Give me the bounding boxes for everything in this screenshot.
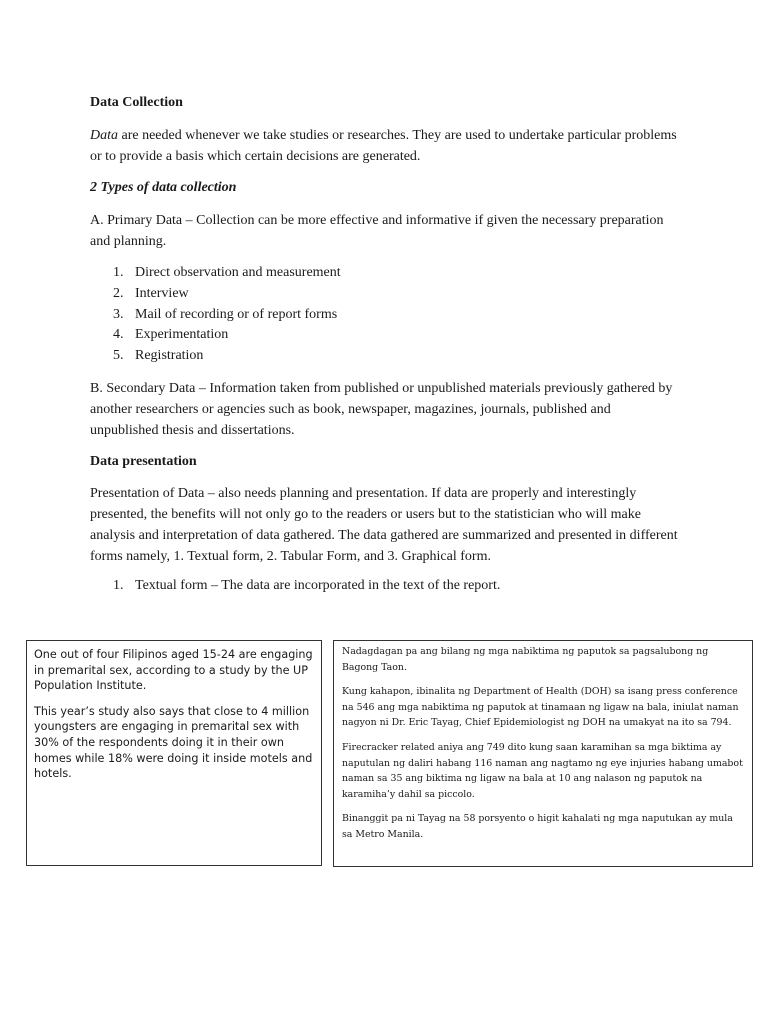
data-intro-text: are needed whenever we take studies or researches. They are used to undertake particular problems or to provide a basis which certain decisions are generated. [90, 128, 677, 164]
example-paragraph: Binanggit pa ni Tayag na 58 porsyento o higit kahalati ng mga naputukan ay mula sa Metro Manila. [342, 813, 733, 840]
list-number: 3. [113, 306, 124, 322]
list-item [90, 284, 682, 305]
list-item [90, 305, 682, 326]
presentation-paragraph: Presentation of Data – also needs planning and presentation. If data are properly and interestingly presented, the benefits will not only go to the readers or users but to the statistician who will make analysis and interpretation of data gathered. The data gathered are summarized and presented in different forms namely, 1. Textual form, 2. Tabular Form, and 3. Graphical form. [90, 485, 678, 564]
primary-data-paragraph: A. Primary Data – Collection can be more effective and informative if given the necessary preparation and planning. [90, 213, 664, 249]
example-paragraph: Nadagdagan pa ang bilang ng mga nabiktima ng paputok sa pagsalubong ng Bagong Taon. [342, 646, 709, 673]
list-number: 1. [113, 265, 124, 280]
example-box-filipino [333, 640, 753, 867]
primary-methods-list [90, 263, 682, 367]
list-text: Interview [135, 285, 189, 301]
list-number: 1. [113, 577, 124, 593]
list-text: Mail of recording or of report forms [135, 306, 338, 322]
list-text: Direct observation and measurement [135, 265, 341, 280]
secondary-data-paragraph: B. Secondary Data – Information taken from published or unpublished materials previously gathered by another researchers or agencies such as book, newspaper, magazines, journals, published and unpublished thesis and dissertations. [90, 380, 673, 438]
list-number: 4. [113, 327, 124, 343]
list-item [90, 325, 682, 346]
example-paragraph: Kung kahapon, ibinalita ng Department of Health (DOH) sa isang press conference na 546 ang mga nabiktima ng paputok at tinamaan ng ligaw na bala, iniulat naman nagyon ni Dr. Eric Tayag, Chief Epidemiologist ng DOH na umakyat na ito sa 794. [342, 686, 739, 729]
heading-data-collection: Data Collection [90, 95, 183, 110]
list-item [90, 346, 682, 367]
example-box-english [26, 640, 322, 866]
list-number: 5. [113, 348, 124, 364]
list-text: Textual form – The data are incorporated in the text of the report. [135, 577, 501, 593]
types-heading: 2 Types of data collection [90, 180, 237, 195]
heading-data-presentation: Data presentation [90, 453, 197, 469]
list-text: Registration [135, 348, 204, 364]
example-paragraph: This year’s study also says that close to 4 million youngsters are engaging in premarital sex with 30% of the respondents doing it in their own homes while 18% were doing it inside motels and hotels. [34, 704, 313, 781]
document-body [90, 93, 682, 596]
data-intro-italic: Data [90, 128, 118, 143]
list-item [90, 263, 682, 284]
list-text: Experimentation [135, 327, 229, 343]
textual-form-item [90, 576, 682, 596]
example-paragraph: Firecracker related aniya ang 749 dito kung saan karamihan sa mga biktima ay naputulan ng daliri habang 116 naman ang nagtamo ng eye injuries habang umabot naman sa 35 ang biktima ng ligaw na bala at 10 ang nalason ng paputok na karamiha’y dahil sa piccolo. [342, 741, 743, 800]
data-intro-paragraph [90, 125, 682, 167]
list-number: 2. [113, 285, 124, 301]
example-paragraph: One out of four Filipinos aged 15-24 are engaging in premarital sex, according to a study by the UP Population Institute. [34, 648, 313, 693]
